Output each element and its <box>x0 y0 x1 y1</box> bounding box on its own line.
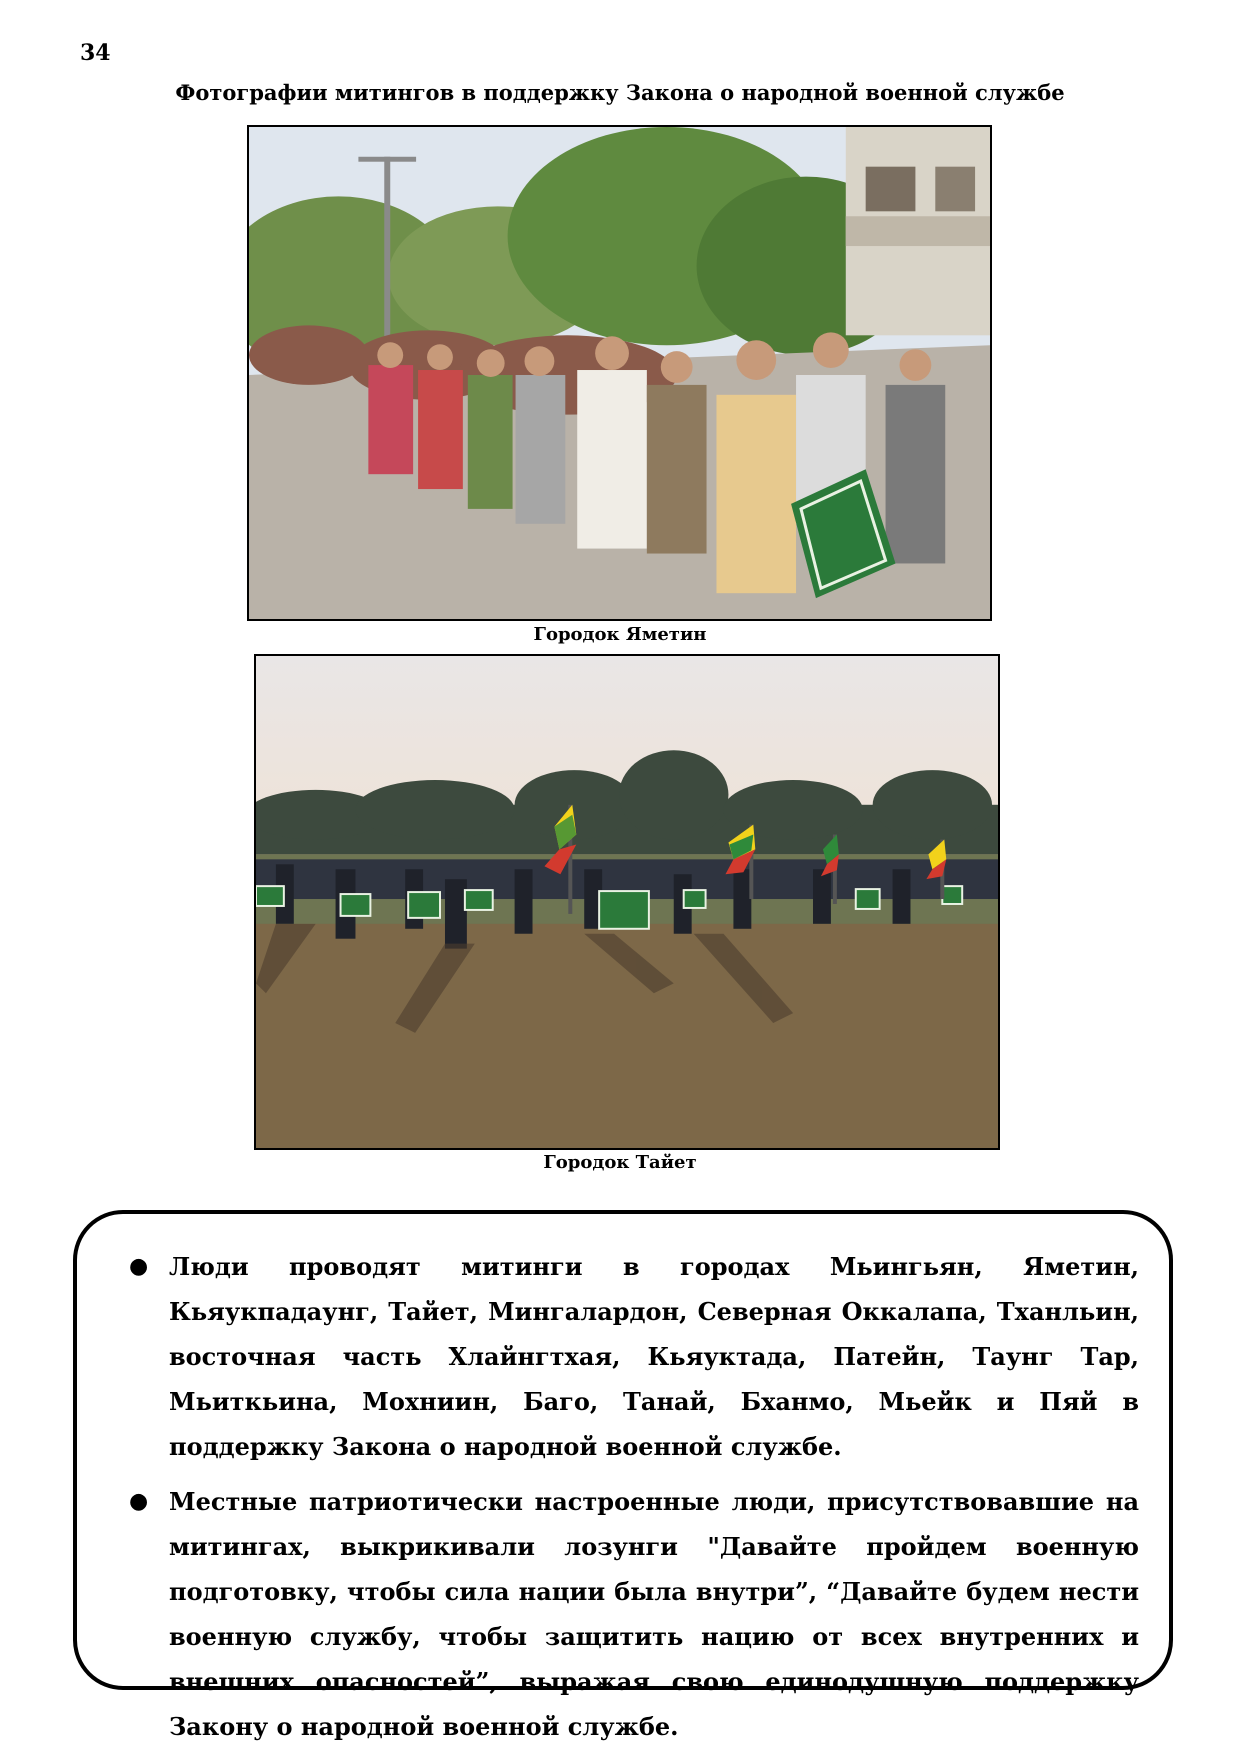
page-title: Фотографии митингов в поддержку Закона о народной военной службе <box>175 80 1065 105</box>
march-photo-graphic <box>249 127 990 619</box>
photo-caption: Городок Яметин <box>533 624 707 645</box>
march-photo <box>247 125 992 621</box>
summary-box <box>73 1210 1173 1741</box>
field-rally-photo <box>254 654 1000 1150</box>
field-rally-photo-graphic <box>256 656 998 1148</box>
bullet-icon: ● <box>129 1253 149 1279</box>
summary-item <box>107 1244 1139 1469</box>
summary-item-text: Местные патриотически настроенные люди, присутствовавшие на митингах, выкрикивали лозунги "Давайте пройдем военную подготовку, чтобы сила нации была внутри”, “Давайте будем нести военную службу, чтобы защитить нацию от всех внутренних и внешних опасностей”, выражая свою единодушную поддержку Закону о народной военной службе. <box>169 1487 1139 1741</box>
summary-item <box>107 1479 1139 1749</box>
photo-caption: Городок Тайет <box>543 1152 697 1173</box>
bullet-icon: ● <box>129 1488 149 1514</box>
page-number: 34 <box>80 40 111 66</box>
summary-list <box>107 1244 1139 1749</box>
summary-item-text: Люди проводят митинги в городах Мьингьян, Яметин, Кьяукпадаунг, Тайет, Мингалардон, Северная Оккалапа, Тханльин, восточная часть Хлайнгтхая, Кьяуктада, Патейн, Таунг Тар, Мьиткьина, Мохниин, Баго, Танай, Бханмо, Мьейк и Пяй в поддержку Закона о народной военной службе. <box>169 1252 1139 1461</box>
